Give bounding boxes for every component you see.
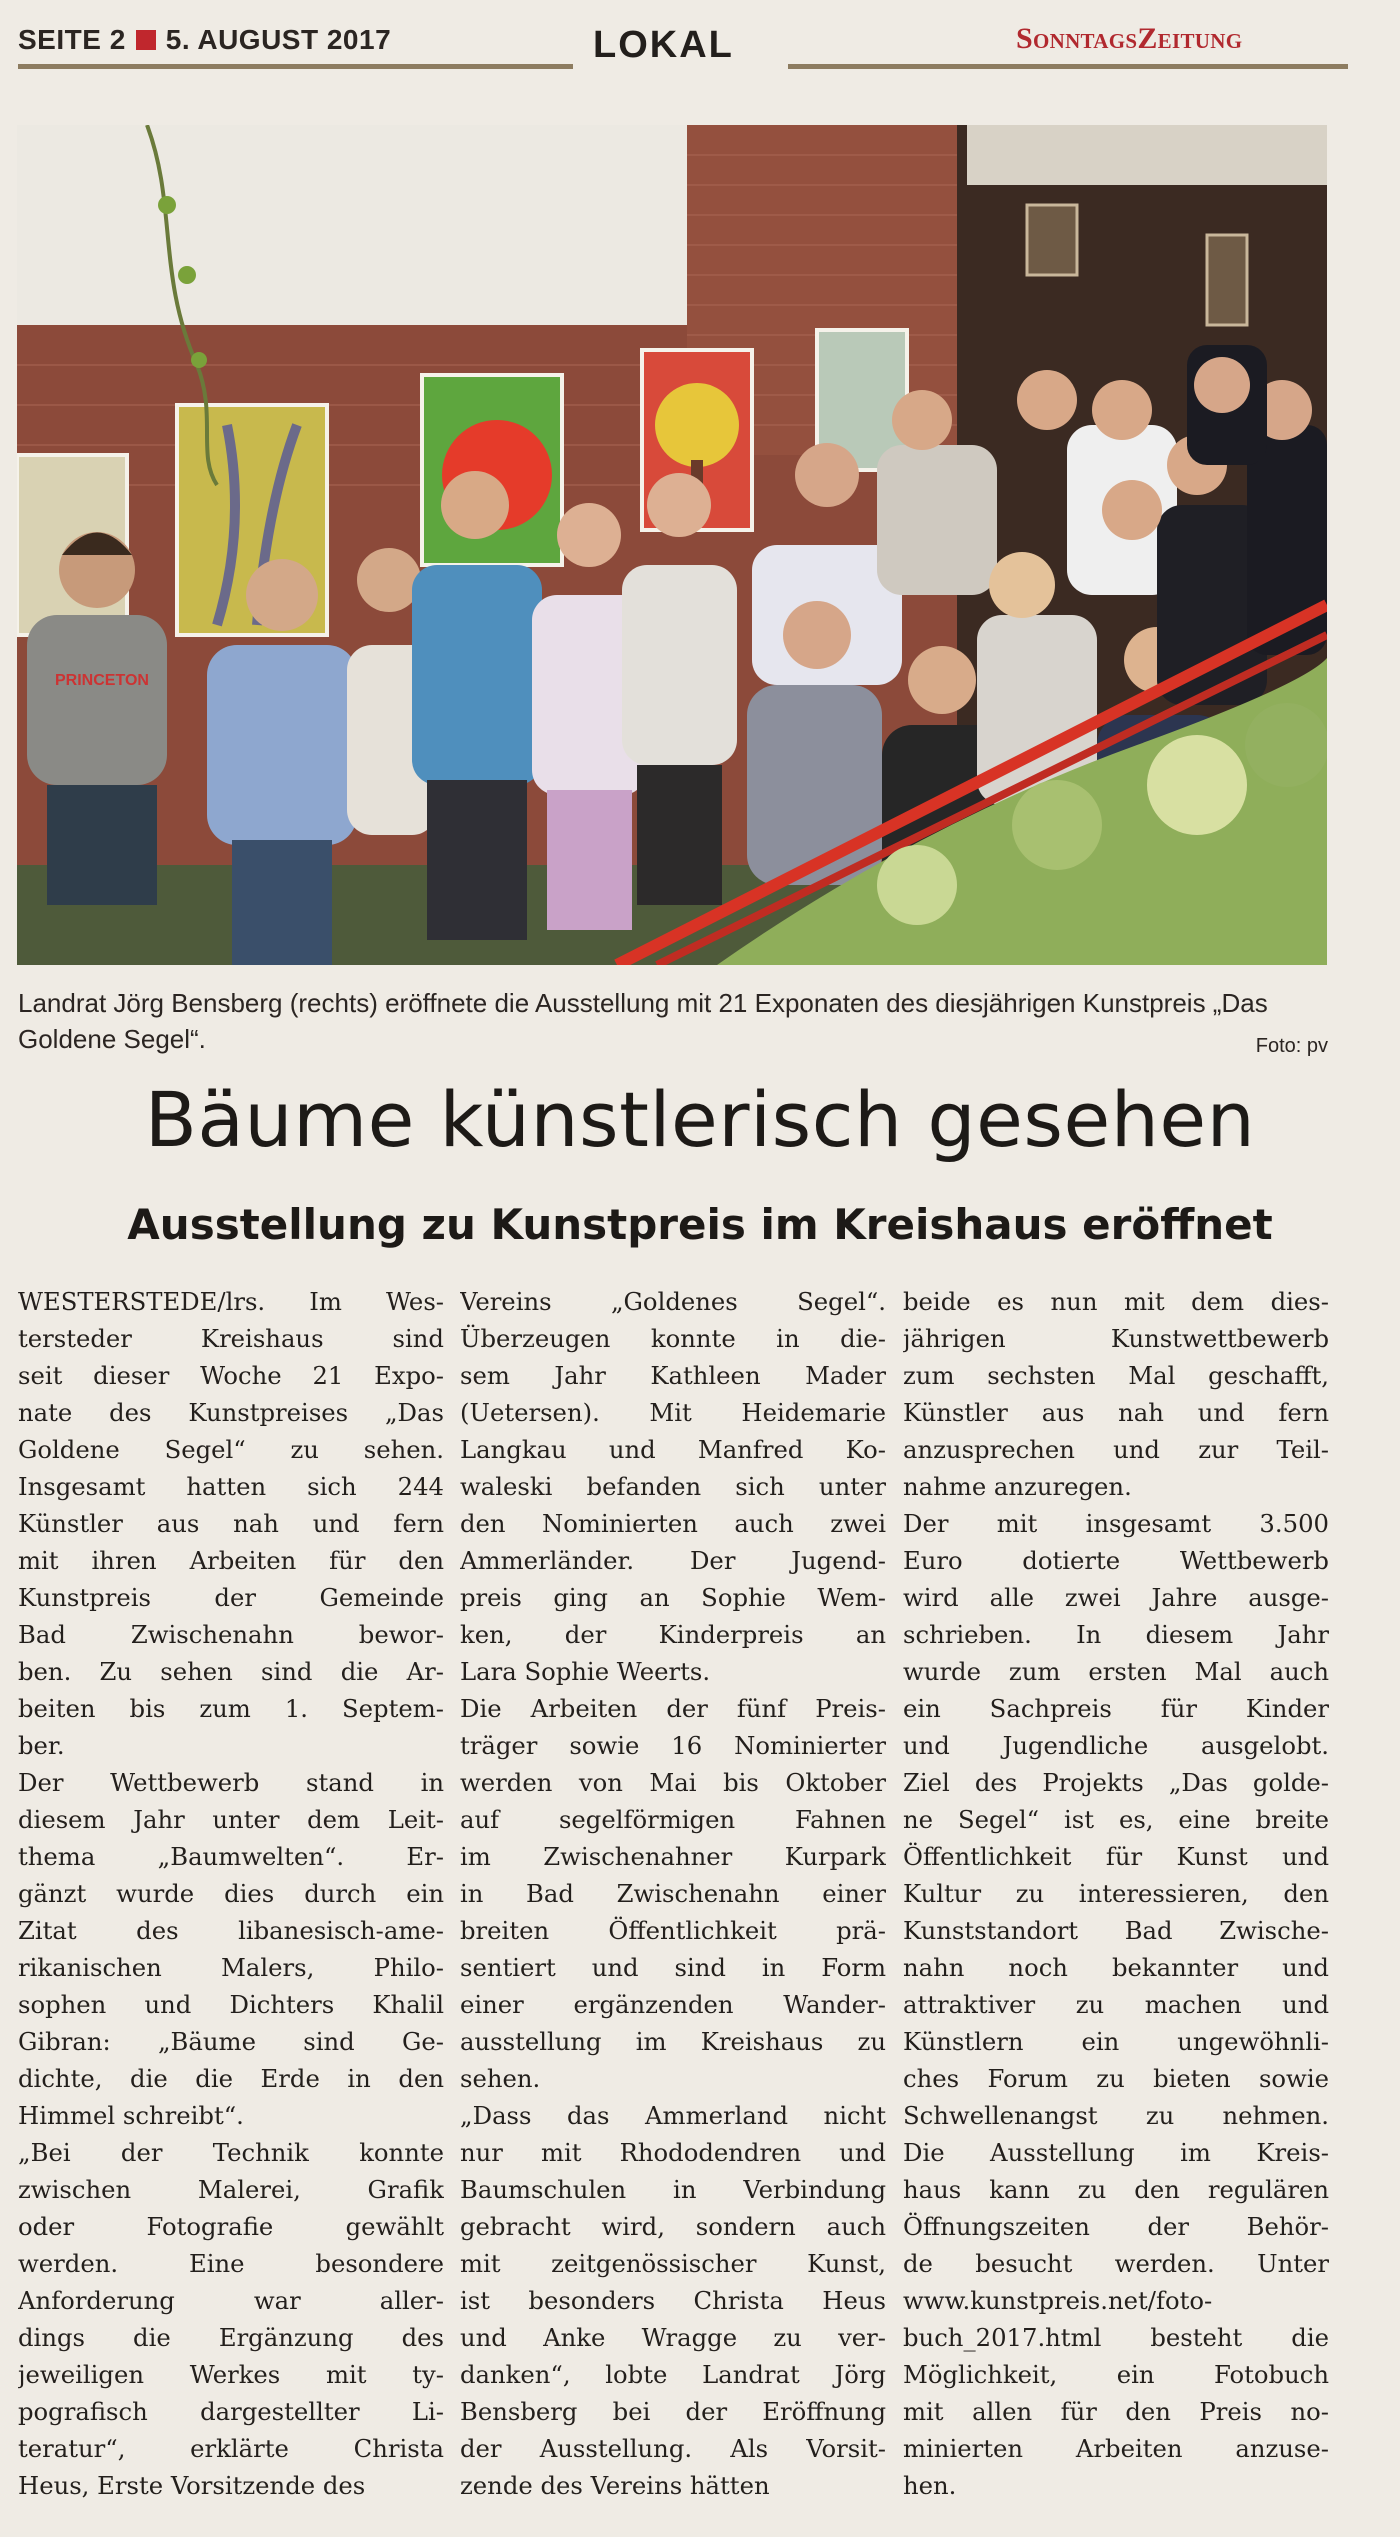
article-text-line: tersteder Kreishaus sind (18, 1324, 444, 1353)
article-text-line: werden von Mai bis Oktober (460, 1768, 886, 1797)
article-text-line: anzusprechen und zur Teil- (903, 1435, 1329, 1464)
article-text-line: „Bei der Technik konnte (18, 2138, 444, 2167)
article-text-line: Künstler aus nah und fern (903, 1398, 1329, 1427)
article-text-line: Kunststandort Bad Zwische- (903, 1916, 1329, 1945)
article-column-2 (460, 1283, 886, 2504)
article-text-line: hen. (903, 2471, 957, 2500)
article-text-line: Bensberg bei der Eröffnung (460, 2397, 886, 2426)
newspaper-logo: SonntagsZeitung (1010, 22, 1248, 56)
article-text-line: mit ihren Arbeiten für den (18, 1546, 444, 1575)
article-text-line: Zitat des libanesisch-ame- (18, 1916, 444, 1945)
article-text-line: Kunstpreis der Gemeinde (18, 1583, 444, 1612)
article-text-line: zum sechsten Mal geschafft, (903, 1361, 1329, 1390)
article-text-line: und Jugendliche ausgelobt. (903, 1731, 1329, 1760)
article-subheadline: Ausstellung zu Kunstpreis im Kreishaus eröffnet (127, 1200, 1273, 1249)
article-text-line: Kultur zu interessieren, den (903, 1879, 1329, 1908)
article-text-line: Der mit insgesamt 3.500 (903, 1509, 1329, 1538)
article-text-line: seit dieser Woche 21 Expo- (18, 1361, 444, 1390)
article-text-line: dings die Ergänzung des (18, 2323, 444, 2352)
article-text-line: danken“, lobte Landrat Jörg (460, 2360, 886, 2389)
article-text-line: Überzeugen konnte in die- (460, 1324, 886, 1353)
article-text-line: oder Fotografie gewählt (18, 2212, 444, 2241)
article-column-3 (903, 1283, 1329, 2504)
article-text-line: buch_2017.html besteht die (903, 2323, 1329, 2352)
article-text-line: Öffnungszeiten der Behör- (903, 2212, 1329, 2241)
article-text-line: (Uetersen). Mit Heidemarie (460, 1398, 886, 1427)
article-text-line: einer ergänzenden Wander- (460, 1990, 886, 2019)
article-text-line: im Zwischenahner Kurpark (460, 1842, 886, 1871)
article-text-line: Gibran: „Bäume sind Ge- (18, 2027, 444, 2056)
article-text-line: waleski befanden sich unter (460, 1472, 886, 1501)
article-text-line: breiten Öffentlichkeit prä- (460, 1916, 886, 1945)
article-text-line: Langkau und Manfred Ko- (460, 1435, 886, 1464)
article-text-line: Himmel schreibt“. (18, 2101, 244, 2130)
article-text-line: Möglichkeit, ein Fotobuch (903, 2360, 1329, 2389)
article-text-line: ken, der Kinderpreis an (460, 1620, 886, 1649)
shirt-text: PRINCETON (55, 672, 149, 689)
article-text-line: wurde zum ersten Mal auch (903, 1657, 1329, 1686)
section-title: LOKAL (593, 24, 734, 66)
photo-credit: Foto: pv (1255, 1035, 1328, 1057)
article-text-line: schrieben. In diesem Jahr (903, 1620, 1329, 1649)
article-text-line: sem Jahr Kathleen Mader (460, 1361, 886, 1390)
article-text-line: sentiert und sind in Form (460, 1953, 886, 1982)
group-photo-illustration (17, 125, 1327, 965)
article-text-line: Lara Sophie Weerts. (460, 1657, 711, 1686)
article-text-line: Goldene Segel“ zu sehen. (18, 1435, 444, 1464)
article-text-line: „Dass das Ammerland nicht (460, 2101, 886, 2130)
article-text-line: rikanischen Malers, Philo- (18, 1953, 444, 1982)
article-text-line: wird alle zwei Jahre ausge- (903, 1583, 1329, 1612)
red-square-icon (136, 30, 156, 50)
article-text-line: ausstellung im Kreishaus zu (460, 2027, 886, 2056)
page-date-line (18, 24, 391, 56)
article-text-line: nahme anzuregen. (903, 1472, 1132, 1501)
article-photo (17, 125, 1327, 965)
article-text-line: WESTERSTEDE/lrs. Im Wes- (18, 1287, 444, 1316)
article-headline: Bäume künstlerisch gesehen (144, 1075, 1256, 1164)
article-text-line: gänzt wurde dies durch ein (18, 1879, 444, 1908)
article-text-line: nate des Kunstpreises „Das (18, 1398, 444, 1427)
article-text-line: Bad Zwischenahn bewor- (18, 1620, 444, 1649)
header-rule-right (788, 64, 1348, 69)
header-rule-left (18, 64, 573, 69)
article-text-line: mit allen für den Preis no- (903, 2397, 1329, 2426)
article-text-line: sehen. (460, 2064, 541, 2093)
article-text-line: in Bad Zwischenahn einer (460, 1879, 886, 1908)
article-text-line: nahn noch bekannter und (903, 1953, 1329, 1982)
article-column-1 (18, 1283, 444, 2504)
article-text-line: Euro dotierte Wettbewerb (903, 1546, 1329, 1575)
article-text-line: diesem Jahr unter dem Leit- (18, 1805, 444, 1834)
article-text-line: Heus, Erste Vorsitzende des (18, 2471, 366, 2500)
article-text-line: mit zeitgenössischer Kunst, (460, 2249, 886, 2278)
article-text-line: Vereins „Goldenes Segel“. (460, 1287, 886, 1316)
article-text-line: minierten Arbeiten anzuse- (903, 2434, 1329, 2463)
photo-caption: Landrat Jörg Bensberg (rechts) eröffnete die Ausstellung mit 21 Exponaten des diesjährigen Kunstpreis „Das Goldene Segel“. (18, 988, 1268, 1054)
article-text-line: Schwellenangst zu nehmen. (903, 2101, 1329, 2130)
article-text-line: zwischen Malerei, Grafik (18, 2175, 444, 2204)
article-text-line: thema „Baumwelten“. Er- (18, 1842, 444, 1871)
article-text-line: und Anke Wragge zu ver- (460, 2323, 886, 2352)
article-text-line: Baumschulen in Verbindung (460, 2175, 886, 2204)
article-text-line: Die Arbeiten der fünf Preis- (460, 1694, 886, 1723)
article-text-line: beiten bis zum 1. Septem- (18, 1694, 444, 1723)
article-text-line: gebracht wird, sondern auch (460, 2212, 886, 2241)
article-text-line: Anforderung war aller- (18, 2286, 444, 2315)
article-text-line: ein Sachpreis für Kinder (903, 1694, 1329, 1723)
article-text-line: Der Wettbewerb stand in (18, 1768, 444, 1797)
page-number: SEITE 2 (18, 24, 126, 55)
article-text-line: dichte, die die Erde in den (18, 2064, 444, 2093)
article-text-line: werden. Eine besondere (18, 2249, 444, 2278)
article-text-line: ist besonders Christa Heus (460, 2286, 886, 2315)
article-text-line: träger sowie 16 Nominierter (460, 1731, 886, 1760)
article-text-line: Ammerländer. Der Jugend- (460, 1546, 886, 1575)
article-text-line: Öffentlichkeit für Kunst und (903, 1842, 1329, 1871)
article-text-line: Die Ausstellung im Kreis- (903, 2138, 1329, 2167)
article-text-line: der Ausstellung. Als Vorsit- (460, 2434, 886, 2463)
article-text-line: attraktiver zu machen und (903, 1990, 1329, 2019)
article-text-line: zende des Vereins hätten (460, 2471, 770, 2500)
article-text-line: auf segelförmigen Fahnen (460, 1805, 886, 1834)
article-text-line: Ziel des Projekts „Das golde- (903, 1768, 1329, 1797)
article-text-line: ne Segel“ ist es, eine breite (903, 1805, 1329, 1834)
article-text-line: beide es nun mit dem dies- (903, 1287, 1329, 1316)
article-text-line: teratur“, erklärte Christa (18, 2434, 444, 2463)
article-text-line: de besucht werden. Unter (903, 2249, 1329, 2278)
article-text-line: Künstlern ein ungewöhnli- (903, 2027, 1329, 2056)
article-text-line: nur mit Rhododendren und (460, 2138, 886, 2167)
issue-date: 5. AUGUST 2017 (165, 24, 392, 55)
article-text-line: jährigen Kunstwettbewerb (903, 1324, 1329, 1353)
page-header (18, 20, 1330, 72)
article-text-line: den Nominierten auch zwei (460, 1509, 886, 1538)
article-text-line: Insgesamt hatten sich 244 (18, 1472, 444, 1501)
article-text-line: ches Forum zu bieten sowie (903, 2064, 1329, 2093)
article-text-line: ber. (18, 1731, 65, 1760)
article-text-line: preis ging an Sophie Wem- (460, 1583, 886, 1612)
article-text-line: sophen und Dichters Khalil (18, 1990, 444, 2019)
article-text-line: ben. Zu sehen sind die Ar- (18, 1657, 444, 1686)
article-text-line: pografisch dargestellter Li- (18, 2397, 444, 2426)
article-text-line: Künstler aus nah und fern (18, 1509, 444, 1538)
article-text-line: haus kann zu den regulären (903, 2175, 1329, 2204)
article-text-line: jeweiligen Werkes mit ty- (18, 2360, 444, 2389)
article-text-line: www.kunstpreis.net/foto- (903, 2286, 1213, 2315)
